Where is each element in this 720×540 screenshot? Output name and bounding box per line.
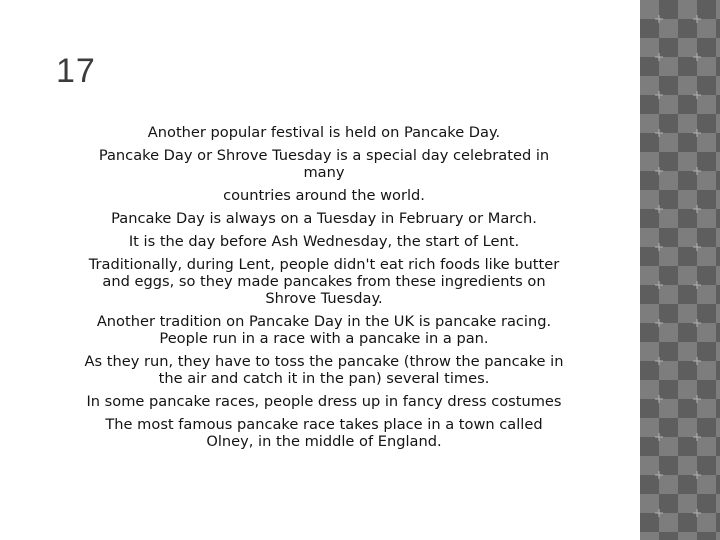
star-pattern-icon: [640, 0, 720, 540]
slide-text-block: [36, 124, 612, 456]
text-line: Another tradition on Pancake Day in the UK is pancake racing.: [96, 313, 552, 330]
star-icon: [655, 15, 663, 23]
star-icon: [693, 395, 701, 403]
star-icon: [655, 357, 663, 365]
star-icon: [693, 281, 701, 289]
star-icon: [693, 471, 701, 479]
text-line: In some pancake races, people dress up in fancy dress costumes: [86, 393, 562, 410]
star-icon: [655, 91, 663, 99]
paragraph: [36, 416, 612, 450]
text-line: People run in a race with a pancake in a pan.: [159, 330, 489, 347]
star-icon: [693, 15, 701, 23]
star-icon: [655, 319, 663, 327]
paragraph: [36, 233, 612, 250]
star-icon: [655, 205, 663, 213]
text-line: Another popular festival is held on Pancake Day.: [147, 124, 501, 141]
star-icon: [693, 53, 701, 61]
star-icon: [655, 471, 663, 479]
text-line: Pancake Day or Shrove Tuesday is a special day celebrated in: [98, 147, 550, 164]
star-icon: [693, 91, 701, 99]
star-icon: [655, 281, 663, 289]
star-icon: [655, 243, 663, 251]
text-line: the air and catch it in the pan) several times.: [158, 370, 490, 387]
star-icon: [693, 319, 701, 327]
text-line: It is the day before Ash Wednesday, the start of Lent.: [128, 233, 520, 250]
star-icon: [693, 205, 701, 213]
text-line: The most famous pancake race takes place in a town called: [105, 416, 543, 433]
text-line: As they run, they have to toss the pancake (throw the pancake in: [84, 353, 564, 370]
star-icon: [655, 509, 663, 517]
star-icon: [655, 129, 663, 137]
text-line: Traditionally, during Lent, people didn't eat rich foods like butter: [88, 256, 560, 273]
text-line: many: [303, 164, 345, 181]
paragraph: [36, 147, 612, 181]
star-icon: [655, 395, 663, 403]
star-icon: [693, 509, 701, 517]
text-line: Shrove Tuesday.: [265, 290, 383, 307]
paragraph: [36, 393, 612, 410]
star-icon: [655, 433, 663, 441]
paragraph: [36, 256, 612, 307]
text-line: and eggs, so they made pancakes from these ingredients on: [102, 273, 546, 290]
star-icon: [693, 243, 701, 251]
star-icon: [655, 167, 663, 175]
slide-number: 17: [56, 52, 96, 90]
star-icon: [693, 433, 701, 441]
text-line: countries around the world.: [223, 187, 425, 204]
star-icon: [693, 167, 701, 175]
star-icon: [655, 53, 663, 61]
paragraph: [36, 124, 612, 141]
decorative-side-panel: [640, 0, 720, 540]
paragraph: [36, 187, 612, 204]
text-line: Pancake Day is always on a Tuesday in February or March.: [111, 210, 537, 227]
paragraph: [36, 353, 612, 387]
paragraph: [36, 210, 612, 227]
star-icon: [693, 129, 701, 137]
star-icon: [693, 357, 701, 365]
text-line: Olney, in the middle of England.: [206, 433, 442, 450]
paragraph: [36, 313, 612, 347]
